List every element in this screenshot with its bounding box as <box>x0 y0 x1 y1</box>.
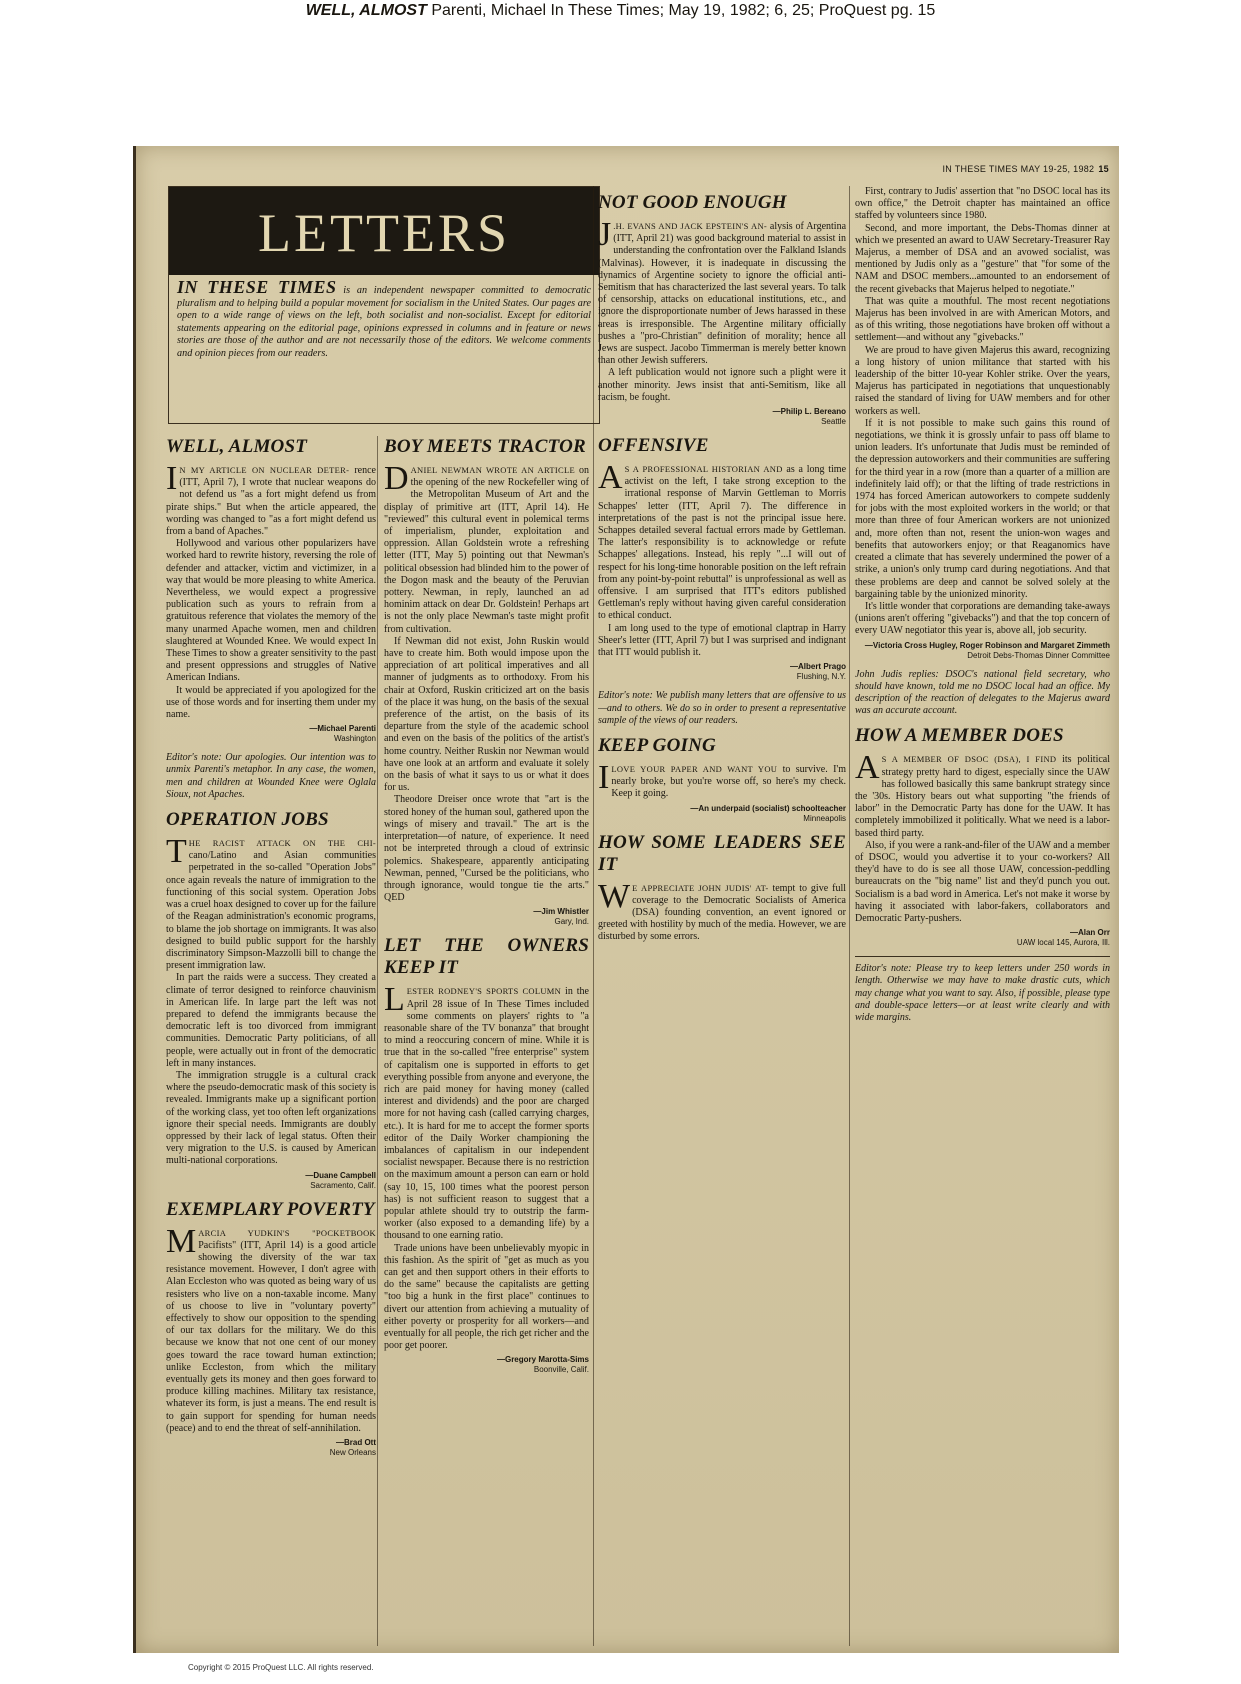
author-signature: —Michael Parenti <box>309 724 376 734</box>
author-signature: —Philip L. Bereano <box>772 407 846 417</box>
author-location: Sacramento, Calif. <box>310 1180 376 1190</box>
headline-keep-going: KEEP GOING <box>598 734 716 756</box>
drop-cap: M <box>166 1222 197 1260</box>
letter-exemplary-poverty-p1 <box>166 1222 376 1435</box>
headline-not-good-enough: NOT GOOD ENOUGH <box>598 192 787 213</box>
letter-boy-meets-tractor-p2: If Newman did not exist, John Ruskin would have to create him. Both would impose upon the appreciation of art political imperatives and all manner of judgments as to orthodoxy. From his chair at Oxford, Ruskin criticized art on the basis of the place it was hung, on the basis of the sexual preference of the artist, on the basis of its departure from the style of the academic school and even on the basis of the politics of the artist's home country. Neither Ruskin nor Newman would have one look at an artform and evaluate it solely on the basis of what it says to us or what it does for us. <box>384 635 589 794</box>
letter-boy-meets-tractor-p3: Theodore Dreiser once wrote that "art is the stored honey of the human soul, gathered upon the wings of misery and travail." The art is the interpretation—of nature, of experience. It need not be interpreted through a cloud of extrinsic polemics. Shakespeare, apparently anticipating Newman, penned, "Cursed be the politicians, who through ignorance, would tongue tie the arts." QED <box>384 794 589 904</box>
lead-in: ESTER RODNEY'S SPORTS COLUMN <box>406 986 562 997</box>
paragraph-text: alysis of Argentina (ITT, April 21) was good background material to assist in understanding the confrontation over the Falkland Islands (Malvinas). However, it is inadequate in discussing the dynamics of Argentine society to ignore the official anti-Semitism that has characterized the last several years. To talk of censorship, attacks on educational institutions, etc., and ignore the disproportionate number of Jews harassed in these areas is irresponsible. The Argentine military officially pushes a "pro-Christian" definition of morality; hence all Jews are suspect. Jacobo Timmerman is merely better known than other Jewish sufferers. <box>598 221 846 367</box>
closing-editors-note: Editor's note: Please try to keep letters under 250 words in length. Otherwise we may have to make drastic cuts, which may change what you want to say. Also, if possible, please type and double-space letters—or at least write clearly and with wide margins. <box>855 956 1110 1024</box>
paragraph-text: as a long time activist on the left, I take strong exception to the irrational response of Marvin Gettleman to Morris Schappes' letter (ITT, April 7). The difference in interpretations of the past is not the principal issue here. Schappes detailed several factual errors made by Gettleman. The latter's responsibility is to acknowledge or refute Schappes' allegations. Instead, his reply "...I will out of respect for his long-time honorable position on the left refrain from any point-by-point rebuttal" is unprofessional as well as offensive. I am surprised that ITT's editors published Gettleman's reply without having given careful consideration to ethical conduct. <box>598 464 846 622</box>
column-rule <box>849 186 850 1646</box>
column-rule <box>377 436 378 1646</box>
author-signature: —Brad Ott <box>336 1438 376 1448</box>
letters-masthead <box>168 186 600 424</box>
letter-how-some-leaders-p5: We are proud to have given Majerus this award, recognizing a long history of union militance that started with his leadership of the bitter 10-year Kohler strike. Over the years, Majerus has participated in negotiations that unquestionably raised the standard of living for UAW members and for other workers as well. <box>855 344 1110 417</box>
letter-how-some-leaders-p2: First, contrary to Judis' assertion that "no DSOC local has its own office," the Detroit chapter has maintained an office staffed by volunteers since 1980. <box>855 186 1110 222</box>
paragraph-text: rence (ITT, April 7), I wrote that nuclear weapons do not defend us "as a fort might defend us from pirate ships." But when the article appeared, the wording was changed to "as a fort might defend us from a band of Apaches." <box>166 465 376 538</box>
drop-cap: I <box>166 460 178 497</box>
headline-offensive: OFFENSIVE <box>598 435 709 457</box>
folio-paper: IN THESE TIMES MAY 19-25, 1982 <box>942 164 1095 174</box>
letter-how-some-leaders-p3: Second, and more important, the Debs-Thomas dinner at which we presented an award to UAW Secretary-Treasurer Ray Majerus, a member of DSA and an avowed socialist, was mentioned by Judis only as a "gesture" that "for some of the NAM and DSOC members...amounted to an endorsement of the recent givebacks that Majerus helped to negotiate." <box>855 222 1110 295</box>
letter-operation-jobs-p3: The immigration struggle is a cultural crack where the pseudo-democratic mask of this society is revealed. Immigrants make up a significant portion of the working class, yet too often left organizations ignore their special needs. Immigrants are doubly oppressed by their lack of legal status. Often their very migration to the U.S. is caused by American multi-national corporations. <box>166 1069 376 1167</box>
headline-boy-meets-tractor: BOY MEETS TRACTOR <box>384 436 586 457</box>
page-folio <box>942 164 1109 174</box>
author-location: UAW local 145, Aurora, Ill. <box>1016 938 1110 948</box>
paragraph-text: to survive. I'm nearly broke, but you're worse off, so here's my check. Keep it going. <box>611 763 846 800</box>
letter-how-some-leaders-p4: That was quite a mouthful. The most recent negotiations Majerus has been involved in are with American Motors, and as of this writing, those negotiations have broken off without a settlement—and without any "givebacks." <box>855 295 1110 344</box>
masthead-statement-block <box>169 275 599 361</box>
letter-boy-meets-tractor-p1 <box>384 460 589 636</box>
headline-how-some-leaders-see-it: HOW SOME LEADERS SEE IT <box>598 831 846 875</box>
letter-well-almost-p3: It would be appreciated if you apologized for the use of those words and for inserting them under my name. <box>166 684 376 721</box>
letter-well-almost-p2: Hollywood and various other popularizers have worked hard to rewrite history, reversing the role of defender and attacker, victim and victimizer, in a way that would be more pleasing to white America. Nevertheless, we would expect a progressive publication such as yours to refrain from a gratuitous reference that violates the memory of the many unarmed Apache women, men and children slaughtered at Wounded Knee. We would expect In These Times to show a greater sensitivity to the past and present oppressions and struggles of Native American Indians. <box>166 538 376 684</box>
lead-in: N MY ARTICLE ON NUCLEAR DETER- <box>179 465 350 475</box>
lead-in: S A PROFESSIONAL HISTORIAN AND <box>624 464 783 475</box>
lead-in: E APPRECIATE JOHN JUDIS' AT- <box>632 882 769 893</box>
letters-title: LETTERS <box>169 187 599 275</box>
letter-well-almost-p1 <box>166 460 376 538</box>
paragraph-text: its political strategy pretty hard to digest, especially since the UAW has followed basically this same bankrupt strategy since the '30s. History bears out what supporting "the friends of labor" in the Democratic Party has done for the UAW. It has completely immobilized it politically. What we need is a labor-based third party. <box>855 754 1110 839</box>
headline-let-the-owners-keep-it: LET THE OWNERS KEEP IT <box>384 935 589 979</box>
author-signature: —Gregory Marotta-Sims <box>496 1355 589 1365</box>
column-3 <box>598 186 846 1648</box>
lead-in: ANIEL NEWMAN WROTE AN ARTICLE <box>410 465 575 475</box>
letter-keep-going-p1 <box>598 758 846 801</box>
lead-in: .H. EVANS AND JACK EPSTEIN'S AN- <box>613 221 768 231</box>
paragraph-text: in the April 28 issue of In These Times included some comments on players' rights to "a reasonable share of the TV bonanza" that brought to mind a reoccuring concern of mine. While it is true that in the so-called "free enterprise" system of capitalism one is supported in efforts to get everything possible from anyone and everyone, the rich are paid money for having money (called interest and dividends) and the poor are charged more for not having cash (called carrying charges, etc.). It is hard for me to accept the former sports editor of the Daily Worker championing the imbalances of capitalism in our independent socialist newspaper. Because there is no restriction on the maximum amount a person can earn or hold (say 10, 15, 100 times what the poorest person has) is not sufficient reason to suggest that a popular athlete should try to outstrip the farm-worker (also exposed to a demanding life) by a thousand to one earning ratio. <box>384 986 589 1242</box>
paragraph-text: Pacifists" (ITT, April 14) is a good article showing the diversity of the war tax resistance movement. However, I don't agree with Alan Eccleston who was quoted as being wary of us resisters who live on a non-taxable income. Many of us choose to live in "voluntary poverty" effectively to show our opposition to the spending of our tax dollars for the military. We do this because we know that not one cent of our money goes toward the race toward human extinction; unlike Eccleston, from which the military eventually gets its money and then goes forward to produce killing machines. Military tax resistance, whatever its form, is just a means. The end result is to gain support for spending for human needs (peace) and to end the threat of self-annihilation. <box>166 1239 376 1434</box>
masthead-brand: IN THESE TIMES <box>177 277 337 297</box>
author-location: Minneapolis <box>803 813 846 823</box>
headline-how-a-member-does: HOW A MEMBER DOES <box>855 725 1064 747</box>
paragraph-text: on the opening of the new Rockefeller wing of the Metropolitan Museum of Art and the display of primitive art (ITT, April 14). He "reviewed" this cultural event in polemical terms of imperialism, plunder, exploitation and oppression. Allan Goldstein wrote a refreshing letter (ITT, May 5) pointing out that Newman's political obsession had blinded him to the power of the Dogon mask and the beauty of the Peruvian pottery. Newman, in reply, launched an ad hominim attack on dear Dr. Goldstein! Perhaps art is not the only place Newman's taste might profit from cultivation. <box>384 465 589 635</box>
author-location: Washington <box>334 734 376 744</box>
letter-operation-jobs-p1 <box>166 833 376 972</box>
drop-cap: A <box>598 459 623 497</box>
column-rule <box>593 186 594 1646</box>
headline-well-almost: WELL, ALMOST <box>166 436 308 457</box>
author-location: Flushing, N.Y. <box>796 672 846 682</box>
editors-note: Editor's note: We publish many letters that are offensive to us—and to others. We do so in order to present a representative sample of the views of our readers. <box>598 690 846 726</box>
drop-cap: A <box>855 749 880 787</box>
letter-let-the-owners-p2: Trade unions have been unbelievably myopic in this fashion. As the spirit of "get as much as you can get and then support others in their efforts to do the same" because the capitalists are getting "too big a hunk in the first place" continues to divert our attention from achieving a mutuality of either poverty or prosperity for all workers—and eventually for all people, the rich get richer and the poor get poorer. <box>384 1242 589 1352</box>
column-2 <box>384 430 589 1648</box>
citation-line <box>0 0 1241 30</box>
author-location: New Orleans <box>329 1448 376 1458</box>
letter-offensive-p2: I am long used to the type of emotional claptrap in Harry Sheer's letter (ITT, April 7) but I was surprised and indignant that ITT would publish it. <box>598 622 846 659</box>
letter-operation-jobs-p2: In part the raids were a success. They created a climate of terror designed to reinforce chauvinism in American life. In large part the left was not prepared to defend the immigrants because the democratic left is too divorced from immigrant communities. Democratic Party politicians, of all people, were actually out in front of the democratic left in many instances. <box>166 972 376 1069</box>
headline-operation-jobs: OPERATION JOBS <box>166 809 329 831</box>
drop-cap: W <box>598 877 631 915</box>
author-location: Detroit Debs-Thomas Dinner Committee <box>967 650 1110 660</box>
citation-title: WELL, ALMOST <box>305 2 427 19</box>
masthead-statement: is an independent newspaper committed to democratic pluralism and to helping build a popular movement for socialism in the United States. Our pages are open to a wide range of views on the left, both socialist and non-socialist. Except for editorial statements appearing on the editorial page, opinions expressed in columns and in feature or news stories are those of the author and are not necessarily those of the editors. We welcome comments and opinion pieces from our readers. <box>177 285 592 359</box>
drop-cap: L <box>384 981 405 1019</box>
author-signature: —Duane Campbell <box>305 1170 376 1180</box>
author-location: Gary, Ind. <box>554 917 589 927</box>
letter-how-some-leaders-p1 <box>598 877 846 944</box>
letter-offensive-p1 <box>598 459 846 623</box>
author-signature: —Jim Whistler <box>533 907 589 917</box>
judis-reply: John Judis replies: DSOC's national field secretary, who should have known, told me no DSOC local had an office. My description of the reaction of delegates to the Majerus award was an accurate account. <box>855 668 1110 717</box>
letter-not-good-enough-p1 <box>598 216 846 367</box>
letter-how-a-member-p1 <box>855 749 1110 839</box>
author-location: Boonville, Calif. <box>533 1365 589 1375</box>
lead-in: S A MEMBER OF DSOC (DSA), I FIND <box>881 754 1057 765</box>
lead-in: ARCIA YUDKIN'S "POCKETBOOK <box>198 1227 376 1238</box>
letter-how-a-member-p2: Also, if you were a rank-and-filer of the UAW and a member of DSOC, would you advertise it to your co-workers? All they'd have to do is see all those UAW, concession-peddling bureaucrats on the "big name" list and they'd punch you out. Socialism is a bad word in America. Let's not make it worse by having it associated with labor-fakers, collaborators and Democratic Party-pushers. <box>855 839 1110 924</box>
drop-cap: T <box>166 833 187 871</box>
letter-how-some-leaders-p6: If it is not possible to make such gains this round of negotiations, we think it is grossly unfair to pass off blame to union leaders. It's unfortunate that Judis must be reminded of the depression autoworkers and their communities are suffering for the third year in a row (more than a quarter of a million are indefinitely laid off); or that the lifting of trade restrictions in 1974 has forced American autoworkers to compete suddenly for jobs with the most exploited workers in the world; or that more than three of four American workers are not unionized and, more often than not, resent the union-won wages and benefits that autoworkers enjoy; or that Reaganomics have created a climate that has severely undermined the power of a strike, a union's only trump card during negotiations. And that these problems are deep and cannot be solved solely at the bargaining table by the unionized minority. <box>855 417 1110 600</box>
letter-how-some-leaders-p7: It's little wonder that corporations are demanding take-aways (unions aren't offering "givebacks") and that the top concern of every UAW negotiator this year is, above all, job security. <box>855 600 1110 637</box>
drop-cap: I <box>598 758 610 796</box>
citation-source: Parenti, Michael In These Times; May 19, 1982; 6, 25; ProQuest pg. 15 <box>431 2 936 19</box>
folio-page-number: 15 <box>1098 164 1109 174</box>
headline-exemplary-poverty: EXEMPLARY POVERTY <box>166 1198 375 1220</box>
paragraph-text: tempt to give full coverage to the Democratic Socialists of America (DSA) founding convention, an event ignored or greeted with hostility by much of the media. However, we are disturbed by some errors. <box>598 882 846 943</box>
author-signature: —An underpaid (socialist) schoolteacher <box>690 803 846 813</box>
author-location: Seattle <box>821 417 846 427</box>
lead-in: LOVE YOUR PAPER AND WANT YOU <box>611 763 778 774</box>
editors-note: Editor's note: Our apologies. Our intention was to unmix Parenti's metaphor. In any case, the women, men and children at Wounded Knee were Oglala Sioux, not Apaches. <box>166 752 376 800</box>
newspaper-page <box>133 146 1119 1653</box>
column-1 <box>166 430 376 1648</box>
letter-not-good-enough-p2: A left publication would not ignore such a plight were it another minority. Jews insist that anti-Semitism, like all racism, be fought. <box>598 367 846 403</box>
paragraph-text: cano/Latino and Asian communities perpetrated in the so-called "Operation Jobs" once again reveals the nature of immigration to the functioning of this social system. Operation Jobs was a cruel hoax designed to cover up for the failure of the Reagan administration's economic programs, to blame the job shortage on immigrants. It was also designed to build public support for the harshly discriminatory Simpson-Mazzolli bill to change the present immigration law. <box>166 850 376 972</box>
column-4 <box>855 186 1110 1648</box>
lead-in: HE RACIST ATTACK ON THE CHI- <box>188 838 376 849</box>
author-signature: —Victoria Cross Hugley, Roger Robinson and Margaret Zimmeth <box>864 640 1110 650</box>
author-signature: —Albert Prago <box>789 662 846 672</box>
drop-cap: D <box>384 460 409 497</box>
author-signature: —Alan Orr <box>1069 928 1110 938</box>
drop-cap: J <box>598 216 612 253</box>
letter-let-the-owners-p1 <box>384 981 589 1242</box>
copyright-notice: Copyright © 2015 ProQuest LLC. All rights reserved. <box>188 1663 374 1672</box>
